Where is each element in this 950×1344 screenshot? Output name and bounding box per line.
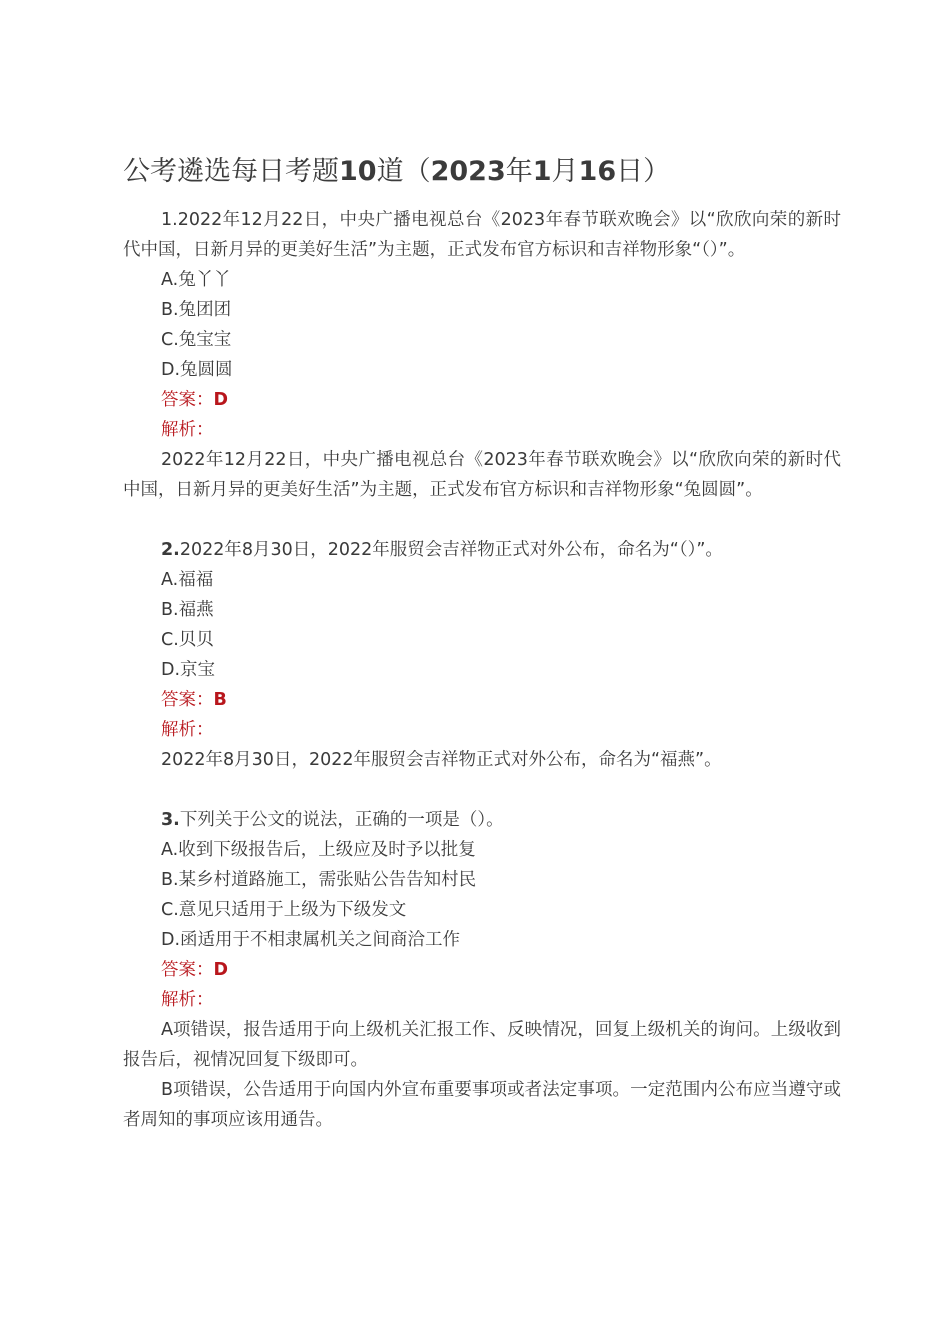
- answer-line: [123, 385, 841, 415]
- spacer: [123, 505, 841, 535]
- option-a: A.收到下级报告后，上级应及时予以批复: [161, 840, 476, 860]
- analysis-text: 2022年12月22日，中央广播电视总台《2023年春节联欢晚会》以“欣欣向荣的新时代中国，日新月异的更美好生活”为主题，正式发布官方标识和吉祥物形象“兔圆圆”。: [123, 450, 841, 500]
- answer-label: 答案：: [161, 690, 214, 710]
- answer-line: [123, 955, 841, 985]
- page-title: 公考遴选每日考题10道（2023年1月16日）: [123, 156, 671, 187]
- document-body: [123, 205, 841, 1135]
- answer-value: D: [213, 960, 229, 980]
- analysis-label: 解析：: [161, 720, 214, 740]
- answer-value: D: [213, 390, 229, 410]
- option-b: B.兔团团: [161, 300, 232, 320]
- option-b: B.福燕: [161, 600, 214, 620]
- answer-value: B: [213, 690, 227, 710]
- analysis-text: 2022年8月30日，2022年服贸会吉祥物正式对外公布，命名为“福燕”。: [161, 750, 722, 770]
- question-stem: 3.下列关于公文的说法，正确的一项是（）。: [161, 810, 504, 830]
- option-c: C.兔宝宝: [161, 330, 232, 350]
- option-c: C.贝贝: [161, 630, 214, 650]
- option-d: D.兔圆圆: [161, 360, 233, 380]
- question-3: [123, 805, 841, 1135]
- question-1: [123, 205, 841, 505]
- option-d: D.京宝: [161, 660, 216, 680]
- analysis-label: 解析：: [161, 990, 214, 1010]
- analysis-label: 解析：: [161, 420, 214, 440]
- question-number: 2.: [161, 540, 180, 560]
- question-stem: 2.2022年8月30日，2022年服贸会吉祥物正式对外公布，命名为“（）”。: [161, 540, 723, 560]
- answer-label: 答案：: [161, 960, 214, 980]
- analysis-text: B项错误，公告适用于向国内外宣布重要事项或者法定事项。一定范围内公布应当遵守或者周知的事项应该用通告。: [123, 1080, 841, 1130]
- option-b: B.某乡村道路施工，需张贴公告告知村民: [161, 870, 477, 890]
- analysis-text: A项错误，报告适用于向上级机关汇报工作、反映情况，回复上级机关的询问。上级收到报告后，视情况回复下级即可。: [123, 1020, 841, 1070]
- option-a: A.兔丫丫: [161, 270, 231, 290]
- option-d: D.函适用于不相隶属机关之间商洽工作: [161, 930, 461, 950]
- answer-line: [123, 685, 841, 715]
- spacer: [123, 775, 841, 805]
- question-stem: 1.2022年12月22日，中央广播电视总台《2023年春节联欢晚会》以“欣欣向荣的新时代中国，日新月异的更美好生活”为主题，正式发布官方标识和吉祥物形象“（）”。: [123, 210, 841, 260]
- option-c: C.意见只适用于上级为下级发文: [161, 900, 407, 920]
- question-2: [123, 535, 841, 775]
- option-a: A.福福: [161, 570, 214, 590]
- question-number: 3.: [161, 810, 180, 830]
- answer-label: 答案：: [161, 390, 214, 410]
